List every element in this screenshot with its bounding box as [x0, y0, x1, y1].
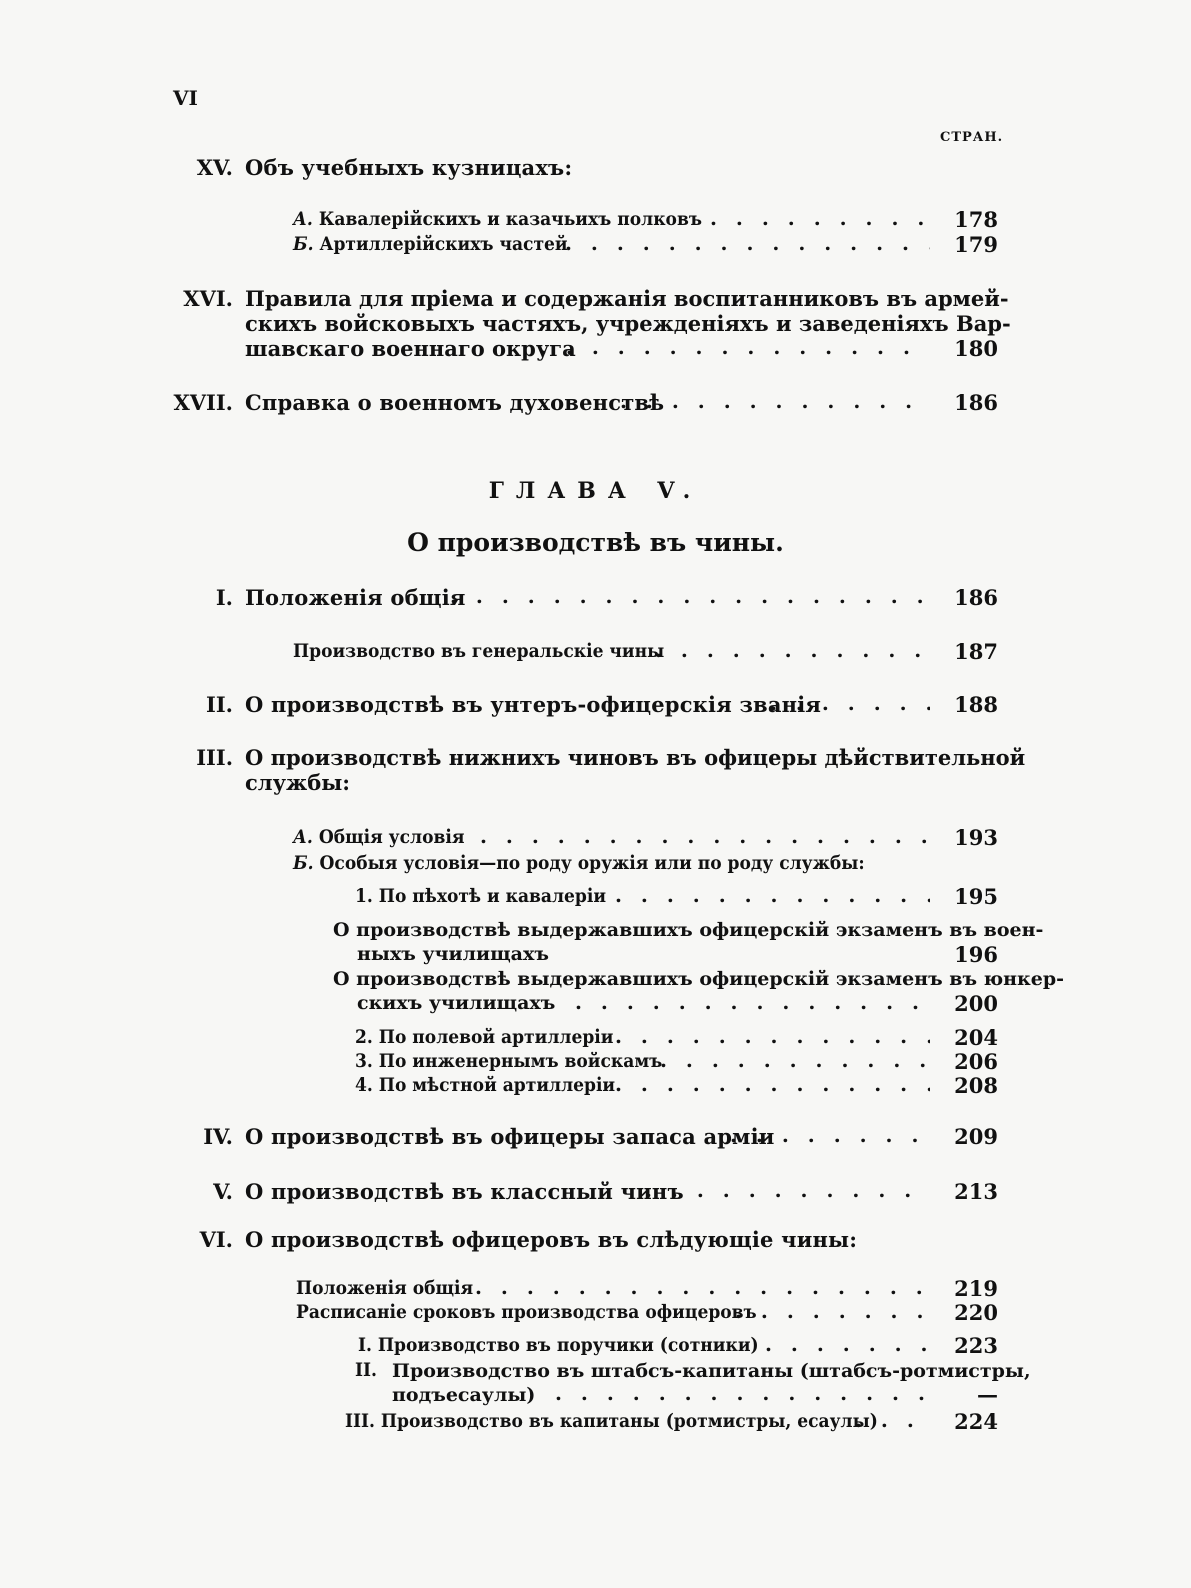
- entry-iii-b-text: Особыя условія—по роду оружія или по роду службы:: [319, 852, 865, 874]
- entry-xvi-line2: скихъ войсковыхъ частяхъ, учрежденіяхъ и заведеніяхъ Вар-: [245, 311, 1011, 336]
- leader-dots: [575, 990, 930, 1014]
- entry-xv-b-letter: Б.: [293, 233, 314, 255]
- entry-ii-text: О производствѣ въ унтеръ-офицерскія званія: [245, 692, 822, 717]
- chapter-title: О производствѣ въ чины.: [407, 528, 784, 557]
- entry-iii-b-letter: Б.: [293, 852, 314, 874]
- entry-iii-b3-page: 206: [954, 1049, 998, 1074]
- entry-vi-general: Положенія общія: [296, 1277, 474, 1299]
- entry-vi-2-line2: подъесаулы): [392, 1384, 536, 1406]
- entry-iii-junk-line2: скихъ училищахъ: [357, 992, 556, 1014]
- entry-iii-b1-num: 1.: [355, 885, 373, 907]
- entry-ii-page: 188: [954, 692, 998, 717]
- leader-dots: [450, 584, 930, 608]
- entry-iii-a-letter: А.: [293, 826, 313, 848]
- entry-vi-1-page: 223: [954, 1333, 998, 1358]
- entry-vi-3-page: 224: [954, 1409, 998, 1434]
- leader-dots: [615, 1072, 930, 1096]
- entry-xv-b-text: Артиллерійскихъ частей: [319, 233, 568, 255]
- entry-v-page: 213: [954, 1179, 998, 1204]
- leader-dots: [540, 335, 930, 359]
- entry-iii-b4-text: По мѣстной артиллеріи: [378, 1074, 616, 1096]
- leader-dots: [735, 1299, 930, 1323]
- leader-dots: [475, 1275, 930, 1299]
- entry-iii-b1-text: По пѣхотѣ и кавалеріи: [378, 885, 607, 907]
- entry-iv-numeral: IV.: [203, 1124, 233, 1149]
- leader-dots: [620, 389, 930, 413]
- entry-vi-schedule: Расписаніе сроковъ производства офицеровъ: [296, 1301, 757, 1323]
- entry-xv-a-page: 178: [954, 207, 998, 232]
- entry-vi-3: [345, 1410, 878, 1432]
- entry-iii-numeral: III.: [196, 745, 233, 770]
- entry-iii-b3-num: 3.: [355, 1050, 373, 1072]
- entry-iv-page: 209: [954, 1124, 998, 1149]
- entry-iii-b4: [355, 1074, 615, 1096]
- leader-dots: [480, 824, 930, 848]
- entry-vi-2-numeral: II.: [355, 1359, 377, 1381]
- entry-vi-3-numeral: III.: [345, 1410, 375, 1432]
- entry-iii-b4-page: 208: [954, 1073, 998, 1098]
- entry-ii-numeral: II.: [206, 692, 233, 717]
- entry-iii-b: [293, 852, 865, 874]
- leader-dots: [615, 1024, 930, 1048]
- leader-dots: [730, 1123, 930, 1147]
- entry-i-general-page: 187: [954, 639, 998, 664]
- entry-iii-voen-page: 196: [954, 942, 998, 967]
- entry-vi-1-text: Производство въ поручики (сотники): [377, 1334, 759, 1356]
- entry-i-numeral: I.: [215, 585, 233, 610]
- entry-iii-voen-line1: О производствѣ выдержавшихъ офицерскій экзаменъ въ воен-: [333, 919, 1044, 941]
- entry-v-numeral: V.: [213, 1179, 233, 1204]
- leader-dots: [660, 1048, 930, 1072]
- leader-dots: [710, 206, 930, 230]
- entry-iii-a-text: Общія условія: [318, 826, 465, 848]
- entry-xvii-numeral: XVII.: [173, 390, 233, 415]
- entry-iii-line2: службы:: [245, 770, 351, 795]
- entry-iii-junk-line1: О производствѣ выдержавшихъ офицерскій экзаменъ въ юнкер-: [333, 968, 1065, 990]
- entry-xv-b: [293, 233, 568, 255]
- leader-dots: [615, 883, 930, 907]
- entry-iii-b2-num: 2.: [355, 1026, 373, 1048]
- entry-vi-2-line1: Производство въ штабсъ-капитаны (штабсъ-ротмистры,: [392, 1360, 1031, 1382]
- entry-iii-a: [293, 826, 464, 848]
- entry-v-text: О производствѣ въ классный чинъ: [245, 1179, 684, 1204]
- entry-iii-b1-page: 195: [954, 884, 998, 909]
- entry-xvi-line3: шавскаго военнаго округа: [245, 336, 576, 361]
- entry-i-general: Производство въ генеральскіе чины: [293, 640, 665, 662]
- entry-xv-a-letter: А.: [293, 208, 313, 230]
- entry-vi-3-text: Производство въ капитаны (ротмистры, есаулы): [380, 1410, 878, 1432]
- entry-vi-1: [358, 1334, 759, 1356]
- entry-xvi-numeral: XVI.: [183, 286, 233, 311]
- entry-vi-general-page: 219: [954, 1276, 998, 1301]
- entry-xv-b-page: 179: [954, 232, 998, 257]
- entry-vi-1-numeral: I.: [358, 1334, 372, 1356]
- entry-xvii-text: Справка о военномъ духовенствѣ: [245, 390, 665, 415]
- entry-xv-title: Объ учебныхъ кузницахъ:: [245, 155, 573, 180]
- entry-i-page: 186: [954, 585, 998, 610]
- leader-dots: [765, 1332, 930, 1356]
- entry-xvi-page: 180: [954, 336, 998, 361]
- entry-xvi-line1: Правила для пріема и содержанія воспитанниковъ въ армей-: [245, 286, 1009, 311]
- leader-dots: [555, 1381, 930, 1405]
- entry-vi-text: О производствѣ офицеровъ въ слѣдующіе чины:: [245, 1227, 858, 1252]
- chapter-heading: ГЛАВА V.: [488, 478, 703, 504]
- entry-iii-line1: О производствѣ нижнихъ чиновъ въ офицеры дѣйствительной: [245, 745, 1026, 770]
- entry-iii-b1: [355, 885, 606, 907]
- page-column-header: СТРАН.: [940, 130, 1004, 145]
- entry-iii-b2-text: По полевой артиллеріи: [378, 1026, 614, 1048]
- entry-vi-schedule-page: 220: [954, 1300, 998, 1325]
- entry-iii-voen-line2: ныхъ училищахъ: [357, 943, 549, 965]
- entry-iii-b3-text: По инженернымъ войскамъ: [378, 1050, 663, 1072]
- entry-xv-a-text: Кавалерійскихъ и казачьихъ полковъ: [318, 208, 702, 230]
- entry-i-text: Положенія общія: [245, 585, 466, 610]
- entry-vi-2-page: —: [977, 1382, 998, 1407]
- entry-xvii-page: 186: [954, 390, 998, 415]
- leader-dots: [770, 691, 930, 715]
- entry-iii-text: [245, 745, 1025, 795]
- entry-iii-b2: [355, 1026, 613, 1048]
- leader-dots: [565, 231, 930, 255]
- page-number: VI: [173, 86, 198, 110]
- leader-dots: [655, 638, 930, 662]
- leader-dots: [645, 1178, 930, 1202]
- entry-vi-numeral: VI.: [199, 1227, 233, 1252]
- entry-iii-b3: [355, 1050, 662, 1072]
- entry-xv-a: [293, 208, 702, 230]
- entry-iv-text: О производствѣ въ офицеры запаса арміи: [245, 1124, 775, 1149]
- entry-iii-b4-num: 4.: [355, 1074, 373, 1096]
- entry-iii-a-page: 193: [954, 825, 998, 850]
- entry-xv-numeral: XV.: [196, 155, 233, 180]
- entry-iii-b2-page: 204: [954, 1025, 998, 1050]
- entry-iii-junk-page: 200: [954, 991, 998, 1016]
